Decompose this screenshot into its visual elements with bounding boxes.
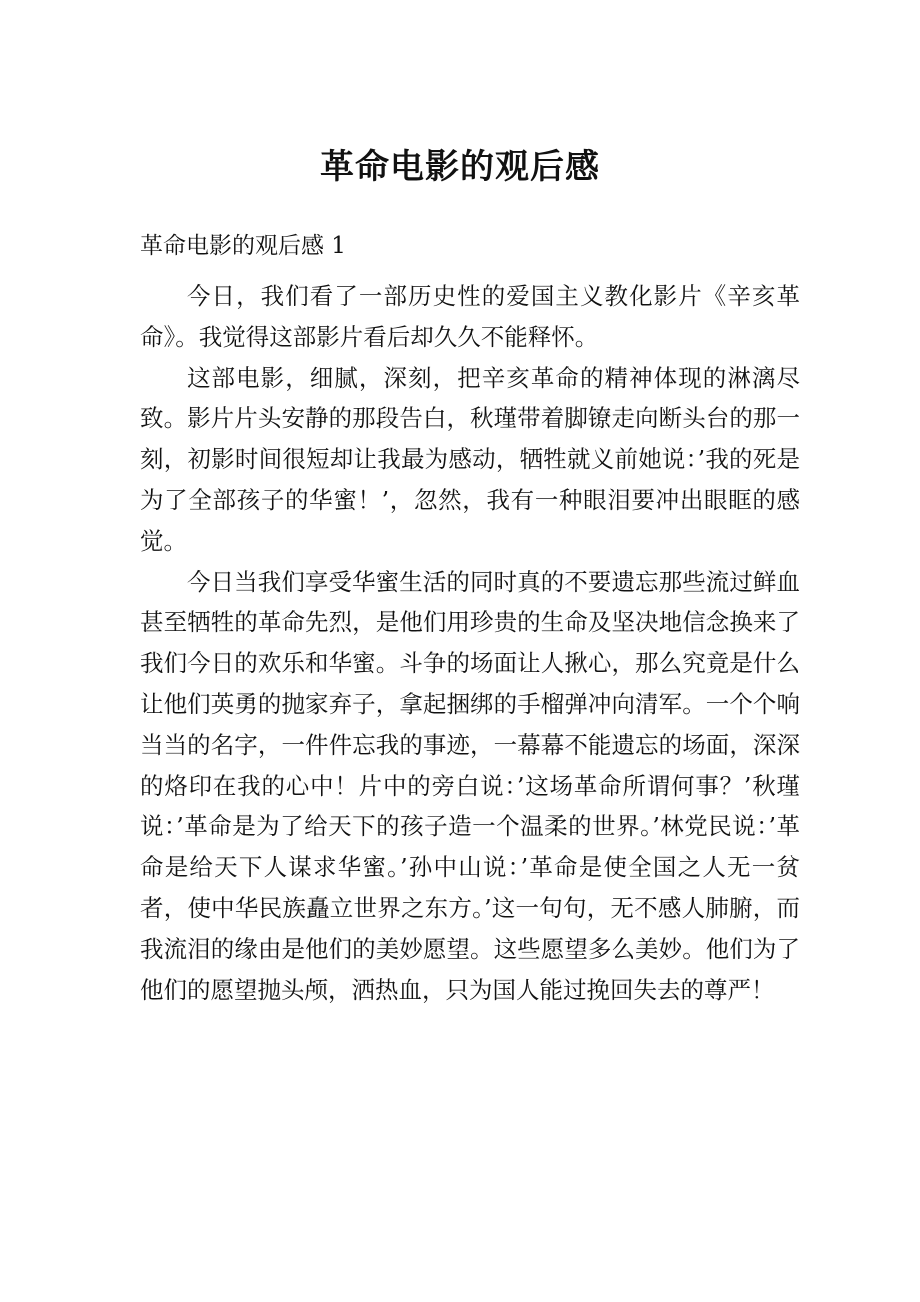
paragraph-3: 今日当我们享受华蜜生活的同时真的不要遗忘那些流过鲜血甚至牺牲的革命先烈，是他们用珍贵的生命及坚决地信念换来了我们今日的欢乐和华蜜。斗争的场面让人揪心，那么究竟是什么让他们英勇的抛家弃子，拿起捆绑的手榴弹冲向清军。一个个响当当的名字，一件件忘我的事迹，一幕幕不能遗忘的场面，深深的烙印在我的心中！片中的旁白说：’这场革命所谓何事？’秋瑾说：’革命是为了给天下的孩子造一个温柔的世界。’林党民说：’革命是给天下人谋求华蜜。’孙中山说：’革命是使全国之人无一贫者，使中华民族矗立世界之东方。’这一句句，无不感人肺腑，而我流泪的缘由是他们的美妙愿望。这些愿望多么美妙。他们为了他们的愿望抛头颅，洒热血，只为国人能过挽回失去的尊严！ — [140, 567, 800, 1004]
paragraph-1: 今日，我们看了一部历史性的爱国主义教化影片《辛亥革命》。我觉得这部影片看后却久久不能释怀。 — [140, 282, 800, 351]
section-heading: 革命电影的观后感 1 — [140, 233, 346, 259]
document-title: 革命电影的观后感 — [320, 147, 600, 187]
paragraph-2: 这部电影，细腻，深刻，把辛亥革命的精神体现的淋漓尽致。影片片头安静的那段告白，秋瑾带着脚镣走向断头台的那一刻，初影时间很短却让我最为感动，牺牲就义前她说：’我的死是为了全部孩子的华蜜！’，忽然，我有一种眼泪要冲出眼眶的感觉。 — [140, 363, 800, 555]
document-body — [140, 276, 800, 1010]
